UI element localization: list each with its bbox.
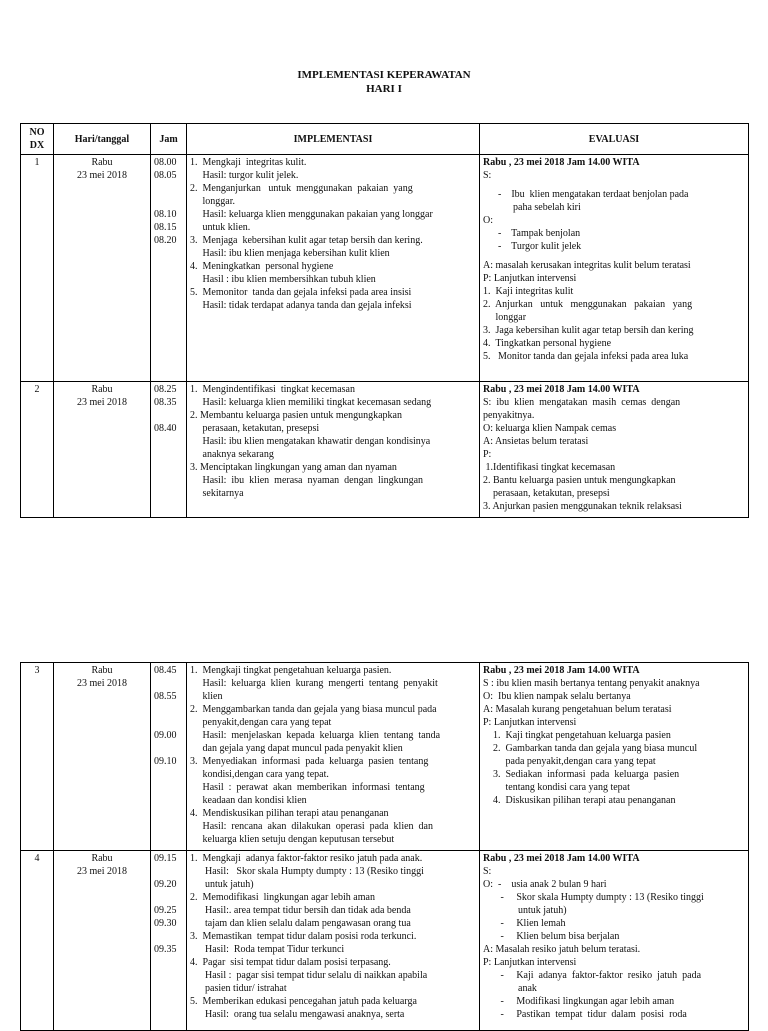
implementation-cell bbox=[187, 851, 480, 1031]
evaluation-line: P: Lanjutkan intervensi bbox=[483, 717, 577, 728]
implementation-line: 4. Mendiskusikan pilihan terapi atau penanganan bbox=[190, 808, 389, 819]
time-cell bbox=[151, 663, 187, 851]
time-entry bbox=[154, 182, 183, 195]
implementation-line: longgar. bbox=[190, 196, 235, 207]
date-label: 23 mei 2018 bbox=[77, 678, 127, 689]
table-header-row bbox=[21, 124, 749, 155]
evaluation-line: S: ibu klien mengatakan masih cemas dengan bbox=[483, 397, 681, 408]
date-label: 23 mei 2018 bbox=[77, 866, 127, 877]
implementation-line: Hasil: Roda tempat Tidur terkunci bbox=[190, 944, 345, 955]
time-entry: 09.00 bbox=[154, 730, 177, 741]
dx-number-cell: 2 bbox=[21, 382, 54, 518]
document-subtitle: HARI I bbox=[366, 83, 402, 95]
implementation-line: Hasil: ibu klien merasa nyaman dengan lingkungan bbox=[190, 475, 424, 486]
implementation-line: 1. Mengkaji adanya faktor-faktor resiko jatuh pada anak. bbox=[190, 853, 423, 864]
evaluation-line: A: masalah kerusakan integritas kulit belum teratasi bbox=[483, 260, 691, 271]
time-entry: 08.05 bbox=[154, 170, 177, 181]
evaluation-line: perasaan, ketakutan, presepsi bbox=[483, 488, 610, 499]
evaluation-line: tentang kondisi cara yang tepat bbox=[483, 782, 630, 793]
evaluation-line: P: bbox=[483, 449, 492, 460]
implementation-line: Hasil : pagar sisi tempat tidur selalu di naikkan apabila bbox=[190, 970, 428, 981]
day-date-cell bbox=[54, 851, 151, 1031]
implementation-table-2 bbox=[20, 662, 749, 1031]
evaluation-line: - Skor skala Humpty dumpty : 13 (Resiko tinggi bbox=[483, 892, 704, 903]
time-entry bbox=[154, 930, 183, 943]
evaluation-cell bbox=[480, 851, 749, 1031]
time-entry bbox=[154, 703, 183, 716]
implementation-cell bbox=[187, 155, 480, 382]
time-cell bbox=[151, 382, 187, 518]
time-entry: 08.40 bbox=[154, 423, 177, 434]
evaluation-line: - Turgor kulit jelek bbox=[483, 241, 582, 252]
dx-number-cell: 4 bbox=[21, 851, 54, 1031]
implementation-line: Hasil: Skor skala Humpty dumpty : 13 (Resiko tinggi bbox=[190, 866, 424, 877]
evaluation-line: 4. Diskusikan pilihan terapi atau penanganan bbox=[483, 795, 676, 806]
table-row bbox=[21, 155, 749, 382]
time-entry: 08.35 bbox=[154, 397, 177, 408]
header-evaluation: EVALUASI bbox=[480, 124, 749, 155]
implementation-line: 1. Mengindentifikasi tingkat kecemasan bbox=[190, 384, 355, 395]
evaluation-line: P: Lanjutkan intervensi bbox=[483, 273, 577, 284]
implementation-line: 2. Menganjurkan untuk menggunakan pakaian yang bbox=[190, 183, 413, 194]
implementation-line: klien bbox=[190, 691, 223, 702]
evaluation-line: P: Lanjutkan intervensi bbox=[483, 957, 577, 968]
time-entry bbox=[154, 677, 183, 690]
implementation-line: Hasil : ibu klien membersihkan tubuh klien bbox=[190, 274, 376, 285]
implementation-line: 3. Menciptakan lingkungan yang aman dan nyaman bbox=[190, 462, 397, 473]
implementation-line: Hasil: ibu klien menjaga kebersihan kulit klien bbox=[190, 248, 390, 259]
evaluation-line: A: Ansietas belum teratasi bbox=[483, 436, 589, 447]
implementation-line: dan gejala yang dapat muncul pada penyakit klien bbox=[190, 743, 403, 754]
evaluation-line: 3. Anjurkan pasien menggunakan teknik relaksasi bbox=[483, 501, 682, 512]
implementation-line: 3. Memastikan tempat tidur dalam posisi roda terkunci. bbox=[190, 931, 417, 942]
evaluation-heading: Rabu , 23 mei 2018 Jam 14.00 WITA bbox=[483, 384, 640, 395]
implementation-line: 2. Memodifikasi lingkungan agar lebih aman bbox=[190, 892, 375, 903]
evaluation-heading: Rabu , 23 mei 2018 Jam 14.00 WITA bbox=[483, 157, 640, 168]
day-date-cell bbox=[54, 382, 151, 518]
evaluation-line: - Pastikan tempat tidur dalam posisi roda bbox=[483, 1009, 687, 1020]
evaluation-line: pada penyakit,dengan cara yang tepat bbox=[483, 756, 656, 767]
implementation-line: 4. Pagar sisi tempat tidur dalam posisi terpasang. bbox=[190, 957, 391, 968]
evaluation-line: - Ibu klien mengatakan terdaat benjolan pada bbox=[483, 189, 689, 200]
time-entry bbox=[154, 865, 183, 878]
evaluation-line: 4. Tingkatkan personal hygiene bbox=[483, 338, 612, 349]
day-date-cell bbox=[54, 663, 151, 851]
time-entry: 08.55 bbox=[154, 691, 177, 702]
implementation-line: untuk jatuh) bbox=[190, 879, 254, 890]
implementation-line: penyakit,dengan cara yang tepat bbox=[190, 717, 332, 728]
time-cell bbox=[151, 851, 187, 1031]
time-entry: 08.20 bbox=[154, 235, 177, 246]
evaluation-line: - Klien belum bisa berjalan bbox=[483, 931, 620, 942]
implementation-line: 4. Meningkatkan personal hygiene bbox=[190, 261, 334, 272]
implementation-table-1 bbox=[20, 123, 749, 518]
evaluation-line: 2. Anjurkan untuk menggunakan pakaian yang bbox=[483, 299, 693, 310]
evaluation-line: 3. Sediakan informasi pada keluarga pasien bbox=[483, 769, 680, 780]
time-entry bbox=[154, 409, 183, 422]
time-entry bbox=[154, 195, 183, 208]
evaluation-line: S: bbox=[483, 170, 492, 181]
implementation-cell bbox=[187, 663, 480, 851]
header-implementation: IMPLEMENTASI bbox=[187, 124, 480, 155]
time-entry: 09.35 bbox=[154, 944, 177, 955]
time-entry: 08.45 bbox=[154, 665, 177, 676]
day-label: Rabu bbox=[91, 157, 113, 168]
time-entry: 08.25 bbox=[154, 384, 177, 395]
implementation-line: Hasil: turgor kulit jelek. bbox=[190, 170, 299, 181]
day-label: Rabu bbox=[91, 665, 113, 676]
implementation-line: Hasil: keluarga klien menggunakan pakaian yang longgar bbox=[190, 209, 433, 220]
evaluation-line: O: - usia anak 2 bulan 9 hari bbox=[483, 879, 607, 890]
implementation-line: Hasil: rencana akan dilakukan operasi pada klien dan bbox=[190, 821, 433, 832]
implementation-line: Hasil: keluarga klien kurang mengerti tentang penyakit bbox=[190, 678, 438, 689]
date-label: 23 mei 2018 bbox=[77, 397, 127, 408]
implementation-line: Hasil: tidak terdapat adanya tanda dan gejala infeksi bbox=[190, 300, 412, 311]
evaluation-line: 1.Identifikasi tingkat kecemasan bbox=[483, 462, 616, 473]
time-entry: 08.00 bbox=[154, 157, 177, 168]
evaluation-cell bbox=[480, 382, 749, 518]
dx-number-cell: 1 bbox=[21, 155, 54, 382]
implementation-line: 5. Memonitor tanda dan gejala infeksi pada area insisi bbox=[190, 287, 412, 298]
table-row bbox=[21, 382, 749, 518]
table-row bbox=[21, 851, 749, 1031]
day-label: Rabu bbox=[91, 853, 113, 864]
implementation-line: keadaan dan kondisi klien bbox=[190, 795, 307, 806]
implementation-line: Hasil:. area tempat tidur bersih dan tidak ada benda bbox=[190, 905, 411, 916]
implementation-line: kondisi,dengan cara yang tepat. bbox=[190, 769, 329, 780]
evaluation-line: - Kaji adanya faktor-faktor resiko jatuh pada bbox=[483, 970, 702, 981]
implementation-line: perasaan, ketakutan, presepsi bbox=[190, 423, 320, 434]
implementation-line: Hasil: ibu klien mengatakan khawatir dengan kondisinya bbox=[190, 436, 431, 447]
time-entry: 08.10 bbox=[154, 209, 177, 220]
implementation-line: 2. Membantu keluarga pasien untuk mengungkapkan bbox=[190, 410, 402, 421]
implementation-line: 2. Menggambarkan tanda dan gejala yang biasa muncul pada bbox=[190, 704, 437, 715]
evaluation-line: untuk jatuh) bbox=[483, 905, 567, 916]
evaluation-line: 2. Gambarkan tanda dan gejala yang biasa muncul bbox=[483, 743, 698, 754]
evaluation-line: S: bbox=[483, 866, 492, 877]
evaluation-heading: Rabu , 23 mei 2018 Jam 14.00 WITA bbox=[483, 853, 640, 864]
table-row bbox=[21, 663, 749, 851]
implementation-line: Hasil: keluarga klien memiliki tingkat kecemasan sedang bbox=[190, 397, 432, 408]
evaluation-heading: Rabu , 23 mei 2018 Jam 14.00 WITA bbox=[483, 665, 640, 676]
implementation-line: 3. Menjaga kebersihan kulit agar tetap bersih dan kering. bbox=[190, 235, 423, 246]
evaluation-cell bbox=[480, 663, 749, 851]
implementation-line: 1. Mengkaji tingkat pengetahuan keluarga pasien. bbox=[190, 665, 392, 676]
header-day: Hari/tanggal bbox=[54, 124, 151, 155]
evaluation-line: A: Masalah resiko jatuh belum teratasi. bbox=[483, 944, 641, 955]
time-entry bbox=[154, 891, 183, 904]
implementation-line: 1. Mengkaji integritas kulit. bbox=[190, 157, 307, 168]
time-entry: 09.30 bbox=[154, 918, 177, 929]
evaluation-line: O: bbox=[483, 215, 493, 226]
evaluation-line: paha sebelah kiri bbox=[483, 202, 581, 213]
implementation-line: 5. Memberikan edukasi pencegahan jatuh pada keluarga bbox=[190, 996, 417, 1007]
evaluation-line: O: keluarga klien Nampak cemas bbox=[483, 423, 617, 434]
time-entry: 08.15 bbox=[154, 222, 177, 233]
header-no-dx: NO DX bbox=[21, 124, 54, 155]
day-date-cell bbox=[54, 155, 151, 382]
time-entry bbox=[154, 742, 183, 755]
evaluation-line: longgar bbox=[483, 312, 527, 323]
evaluation-line: O: Ibu klien nampak selalu bertanya bbox=[483, 691, 631, 702]
evaluation-line: penyakitnya. bbox=[483, 410, 535, 421]
implementation-line: untuk klien. bbox=[190, 222, 251, 233]
dx-number-cell: 3 bbox=[21, 663, 54, 851]
evaluation-line: - Modifikasi lingkungan agar lebih aman bbox=[483, 996, 675, 1007]
implementation-cell bbox=[187, 382, 480, 518]
header-jam: Jam bbox=[151, 124, 187, 155]
implementation-line: sekitarnya bbox=[190, 488, 244, 499]
time-entry: 09.20 bbox=[154, 879, 177, 890]
time-entry: 09.15 bbox=[154, 853, 177, 864]
document-title: IMPLEMENTASI KEPERAWATAN bbox=[297, 69, 471, 81]
implementation-line: Hasil : perawat akan memberikan informasi tentang bbox=[190, 782, 425, 793]
evaluation-line: S : ibu klien masih bertanya tentang penyakit anaknya bbox=[483, 678, 700, 689]
time-cell bbox=[151, 155, 187, 382]
implementation-line: keluarga klien setuju dengan keputusan tersebut bbox=[190, 834, 395, 845]
evaluation-line: anak bbox=[483, 983, 537, 994]
evaluation-cell bbox=[480, 155, 749, 382]
implementation-line: pasien tidur/ istrahat bbox=[190, 983, 287, 994]
implementation-line: 3. Menyediakan informasi pada keluarga pasien tentang bbox=[190, 756, 429, 767]
evaluation-line: 1. Kaji tingkat pengetahuan keluarga pasien bbox=[483, 730, 671, 741]
day-label: Rabu bbox=[91, 384, 113, 395]
evaluation-line: - Klien lemah bbox=[483, 918, 566, 929]
implementation-line: Hasil: orang tua selalu mengawasi anaknya, serta bbox=[190, 1009, 405, 1020]
evaluation-line: A: Masalah kurang pengetahuan belum teratasi bbox=[483, 704, 672, 715]
evaluation-line: - Tampak benjolan bbox=[483, 228, 581, 239]
evaluation-line: 1. Kaji integritas kulit bbox=[483, 286, 574, 297]
implementation-line: anaknya sekarang bbox=[190, 449, 274, 460]
evaluation-line: 2. Bantu keluarga pasien untuk mengungkapkan bbox=[483, 475, 676, 486]
time-entry: 09.10 bbox=[154, 756, 177, 767]
evaluation-line: 3. Jaga kebersihan kulit agar tetap bersih dan kering bbox=[483, 325, 694, 336]
implementation-line: tajam dan klien selalu dalam pengawasan orang tua bbox=[190, 918, 411, 929]
time-entry bbox=[154, 716, 183, 729]
evaluation-line: 5. Monitor tanda dan gejala infeksi pada area luka bbox=[483, 351, 689, 362]
implementation-line: Hasil: menjelaskan kepada keluarga klien tentang tanda bbox=[190, 730, 441, 741]
date-label: 23 mei 2018 bbox=[77, 170, 127, 181]
time-entry: 09.25 bbox=[154, 905, 177, 916]
